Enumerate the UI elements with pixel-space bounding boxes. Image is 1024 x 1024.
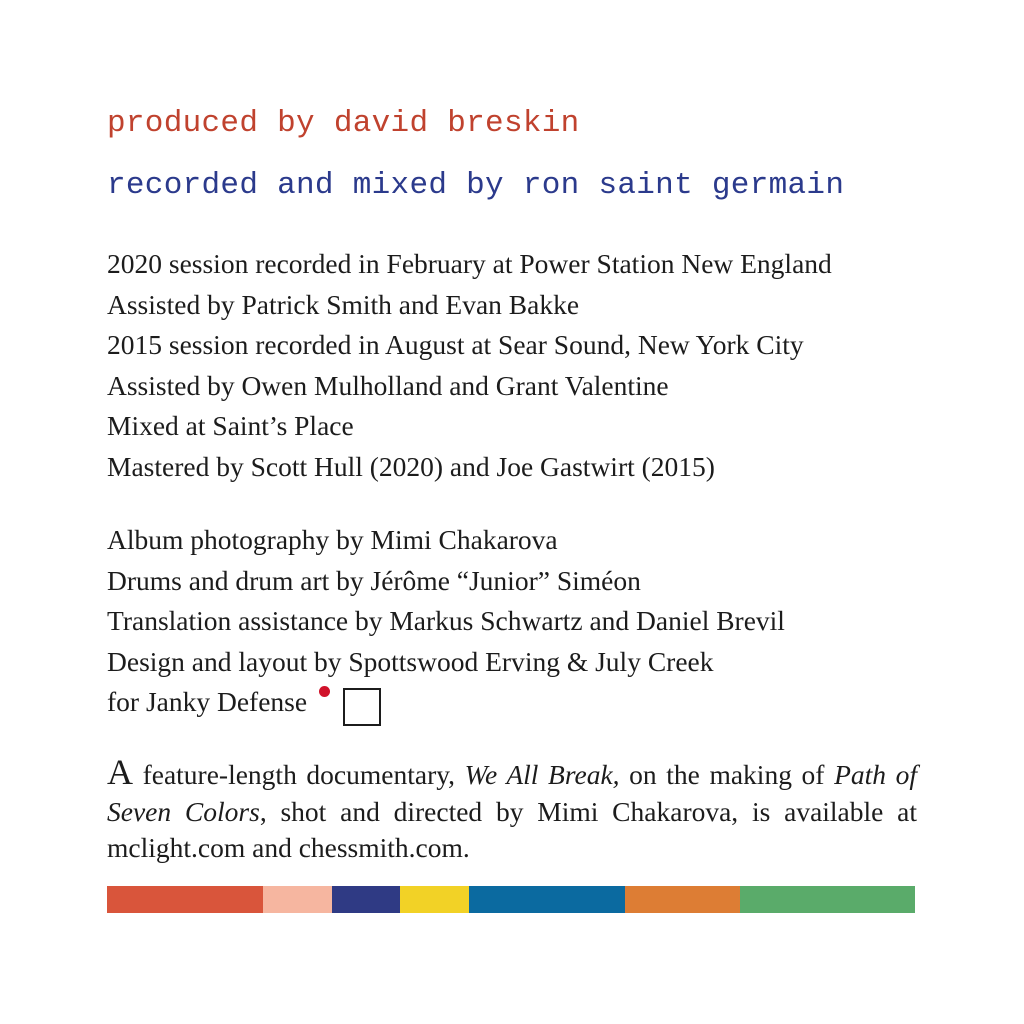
color-stripe-segment [107, 886, 263, 913]
credit-line: Translation assistance by Markus Schwartz and Daniel Brevil [107, 605, 785, 636]
square-logo-icon [343, 688, 381, 726]
credit-line: 2015 session recorded in August at Sear Sound, New York City [107, 329, 804, 360]
credit-line: Mixed at Saint’s Place [107, 410, 354, 441]
recording-credits [107, 244, 832, 487]
red-dot-icon [319, 686, 330, 697]
note-text-2: on the making of [619, 759, 835, 790]
credit-line-design-studio [107, 682, 785, 723]
drop-letter: A [107, 752, 133, 792]
credit-line: Design and layout by Spottswood Erving & July Creek [107, 645, 714, 677]
documentary-note [107, 754, 917, 867]
color-stripe-segment [332, 886, 401, 913]
credit-line: Album photography by Mimi Chakarova [107, 524, 558, 555]
color-stripe-segment [625, 886, 740, 913]
credit-line: Mastered by Scott Hull (2020) and Joe Gastwirt (2015) [107, 450, 715, 482]
studio-name: for Janky Defense [107, 686, 308, 717]
album-title: Path of Seven Colors [107, 759, 917, 827]
credit-line: Assisted by Patrick Smith and Evan Bakke [107, 288, 580, 320]
credit-line: Drums and drum art by Jérôme “Junior” Siméon [107, 564, 641, 596]
film-title: We All Break, [464, 759, 620, 790]
note-text-3: , shot and directed by Mimi Chakarova, is available at mclight.com and chessmith.com. [107, 795, 917, 863]
producer-credit: produced by david breskin [107, 106, 580, 141]
engineer-credit: recorded and mixed by ron saint germain [107, 168, 845, 203]
color-stripe-segment [263, 886, 332, 913]
credit-line: 2020 session recorded in February at Power Station New England [107, 248, 832, 279]
color-stripe [107, 886, 915, 913]
note-text-1: feature-length documentary, [133, 759, 465, 790]
color-stripe-segment [740, 886, 915, 913]
color-stripe-segment [469, 886, 625, 913]
art-credits [107, 520, 785, 723]
color-stripe-segment [400, 886, 469, 913]
credit-line: Assisted by Owen Mulholland and Grant Valentine [107, 369, 669, 401]
